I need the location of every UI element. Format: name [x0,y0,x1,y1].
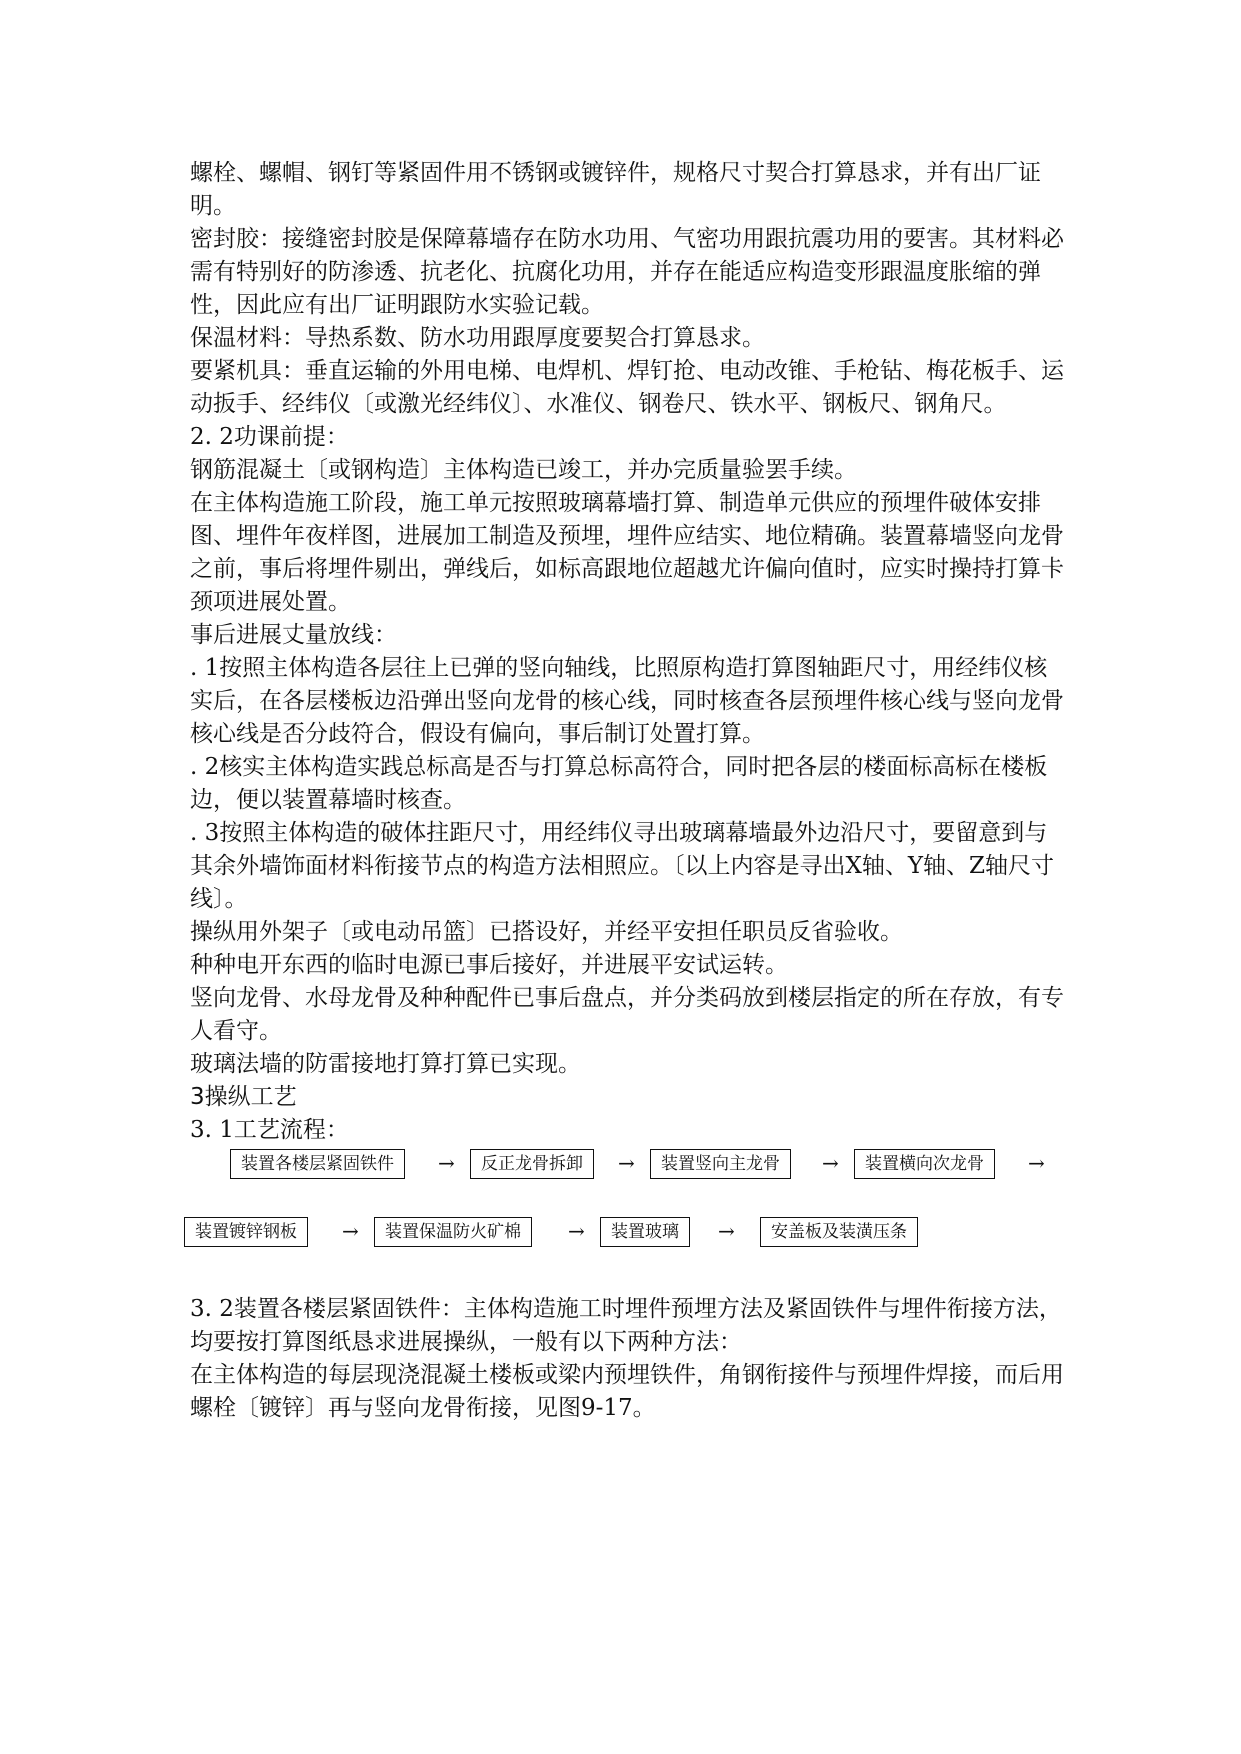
paragraph: 玻璃法墙的防雷接地打算打算已实现。 [190,1051,581,1077]
arrow-icon: → [568,1219,585,1243]
paragraph: 竖向龙骨、水母龙骨及种种配件已事后盘点，并分类码放到楼层指定的所在存放，有专人看守。 [190,985,1064,1044]
paragraph: . 1按照主体构造各层往上已弹的竖向轴线，比照原构造打算图轴距尺寸，用经纬仪核实后，在各层楼板边沿弹出竖向龙骨的核心线，同时核查各层预埋件核心线与竖向龙骨核心线是否分歧符合，假设有偏向，事后制订处置打算。 [190,655,1064,747]
paragraph: 保温材料：导热系数、防水功用跟厚度要契合打算恳求。 [190,325,765,351]
paragraph: 事后进展丈量放线： [190,622,397,648]
document-body [190,157,1070,1425]
paragraph: . 3按照主体构造的破体拄距尺寸，用经纬仪寻出玻璃幕墙最外边沿尺寸，要留意到与其余外墙饰面材料衔接节点的构造方法相照应。〔以上内容是寻出X轴、Y轴、Z轴尺寸线〕。 [190,820,1055,912]
arrow-icon: → [618,1151,635,1175]
paragraph: 操纵用外架子〔或电动吊篮〕已搭设好，并经平安担任职员反省验收。 [190,919,903,945]
paragraph: 要紧机具：垂直运输的外用电梯、电焊机、焊钉抢、电动改锥、手枪钻、梅花板手、运动扳手、经纬仪〔或激光经纬仪〕、水准仪、钢卷尺、铁水平、钢板尺、钢角尺。 [190,358,1064,417]
process-flowchart [190,1147,1070,1251]
paragraph: . 2核实主体构造实践总标高是否与打算总标高符合，同时把各层的楼面标高标在楼板边，便以装置幕墙时核查。 [190,754,1048,813]
paragraph: 3. 2装置各楼层紧固铁件：主体构造施工时埋件预埋方法及紧固铁件与埋件衔接方法，均要按打算图纸恳求进展操纵，一般有以下两种方法： [190,1296,1062,1355]
flow-step-3: 装置竖向主龙骨 [650,1149,791,1179]
flow-step-7: 装置玻璃 [600,1217,690,1247]
arrow-icon: → [438,1151,455,1175]
flow-step-5: 装置镀锌钢板 [184,1217,308,1247]
arrow-icon: → [1028,1151,1045,1175]
flow-step-1: 装置各楼层紧固铁件 [230,1149,405,1179]
flow-step-6: 装置保温防火矿棉 [374,1217,532,1247]
flow-step-8: 安盖板及装潢压条 [760,1217,918,1247]
arrow-icon: → [342,1219,359,1243]
paragraph: 钢筋混凝土〔或钢构造〕主体构造已竣工，并办完质量验罢手续。 [190,457,857,483]
paragraph: 密封胶：接缝密封胶是保障幕墙存在防水功用、气密功用跟抗震功用的要害。其材料必需有特别好的防渗透、抗老化、抗腐化功用，并存在能适应构造变形跟温度胀缩的弹性，因此应有出厂证明跟防水实验记载。 [190,226,1064,318]
flow-step-4: 装置横向次龙骨 [854,1149,995,1179]
section-heading: 3操纵工艺 [190,1084,297,1110]
paragraph: 在主体构造的每层现浇混凝土楼板或梁内预埋铁件，角钢衔接件与预埋件焊接，而后用螺栓〔镀锌〕再与竖向龙骨衔接，见图9-17。 [190,1362,1064,1421]
subsection-title: 3. 1工艺流程： [190,1117,349,1143]
flow-step-2: 反正龙骨拆卸 [470,1149,594,1179]
paragraph: 种种电开东西的临时电源已事后接好，并进展平安试运转。 [190,952,788,978]
subsection-title: 2. 2功课前提： [190,424,349,450]
paragraph: 在主体构造施工阶段，施工单元按照玻璃幕墙打算、制造单元供应的预埋件破体安排图、埋件年夜样图，进展加工制造及预埋，埋件应结实、地位精确。装置幕墙竖向龙骨之前，事后将埋件剔出，弹线后，如标高跟地位超越尤许偏向值时，应实时操持打算卡颈项进展处置。 [190,490,1064,615]
arrow-icon: → [822,1151,839,1175]
paragraph: 螺栓、螺帽、钢钉等紧固件用不锈钢或镀锌件，规格尺寸契合打算恳求，并有出厂证明。 [190,160,1041,219]
arrow-icon: → [718,1219,735,1243]
